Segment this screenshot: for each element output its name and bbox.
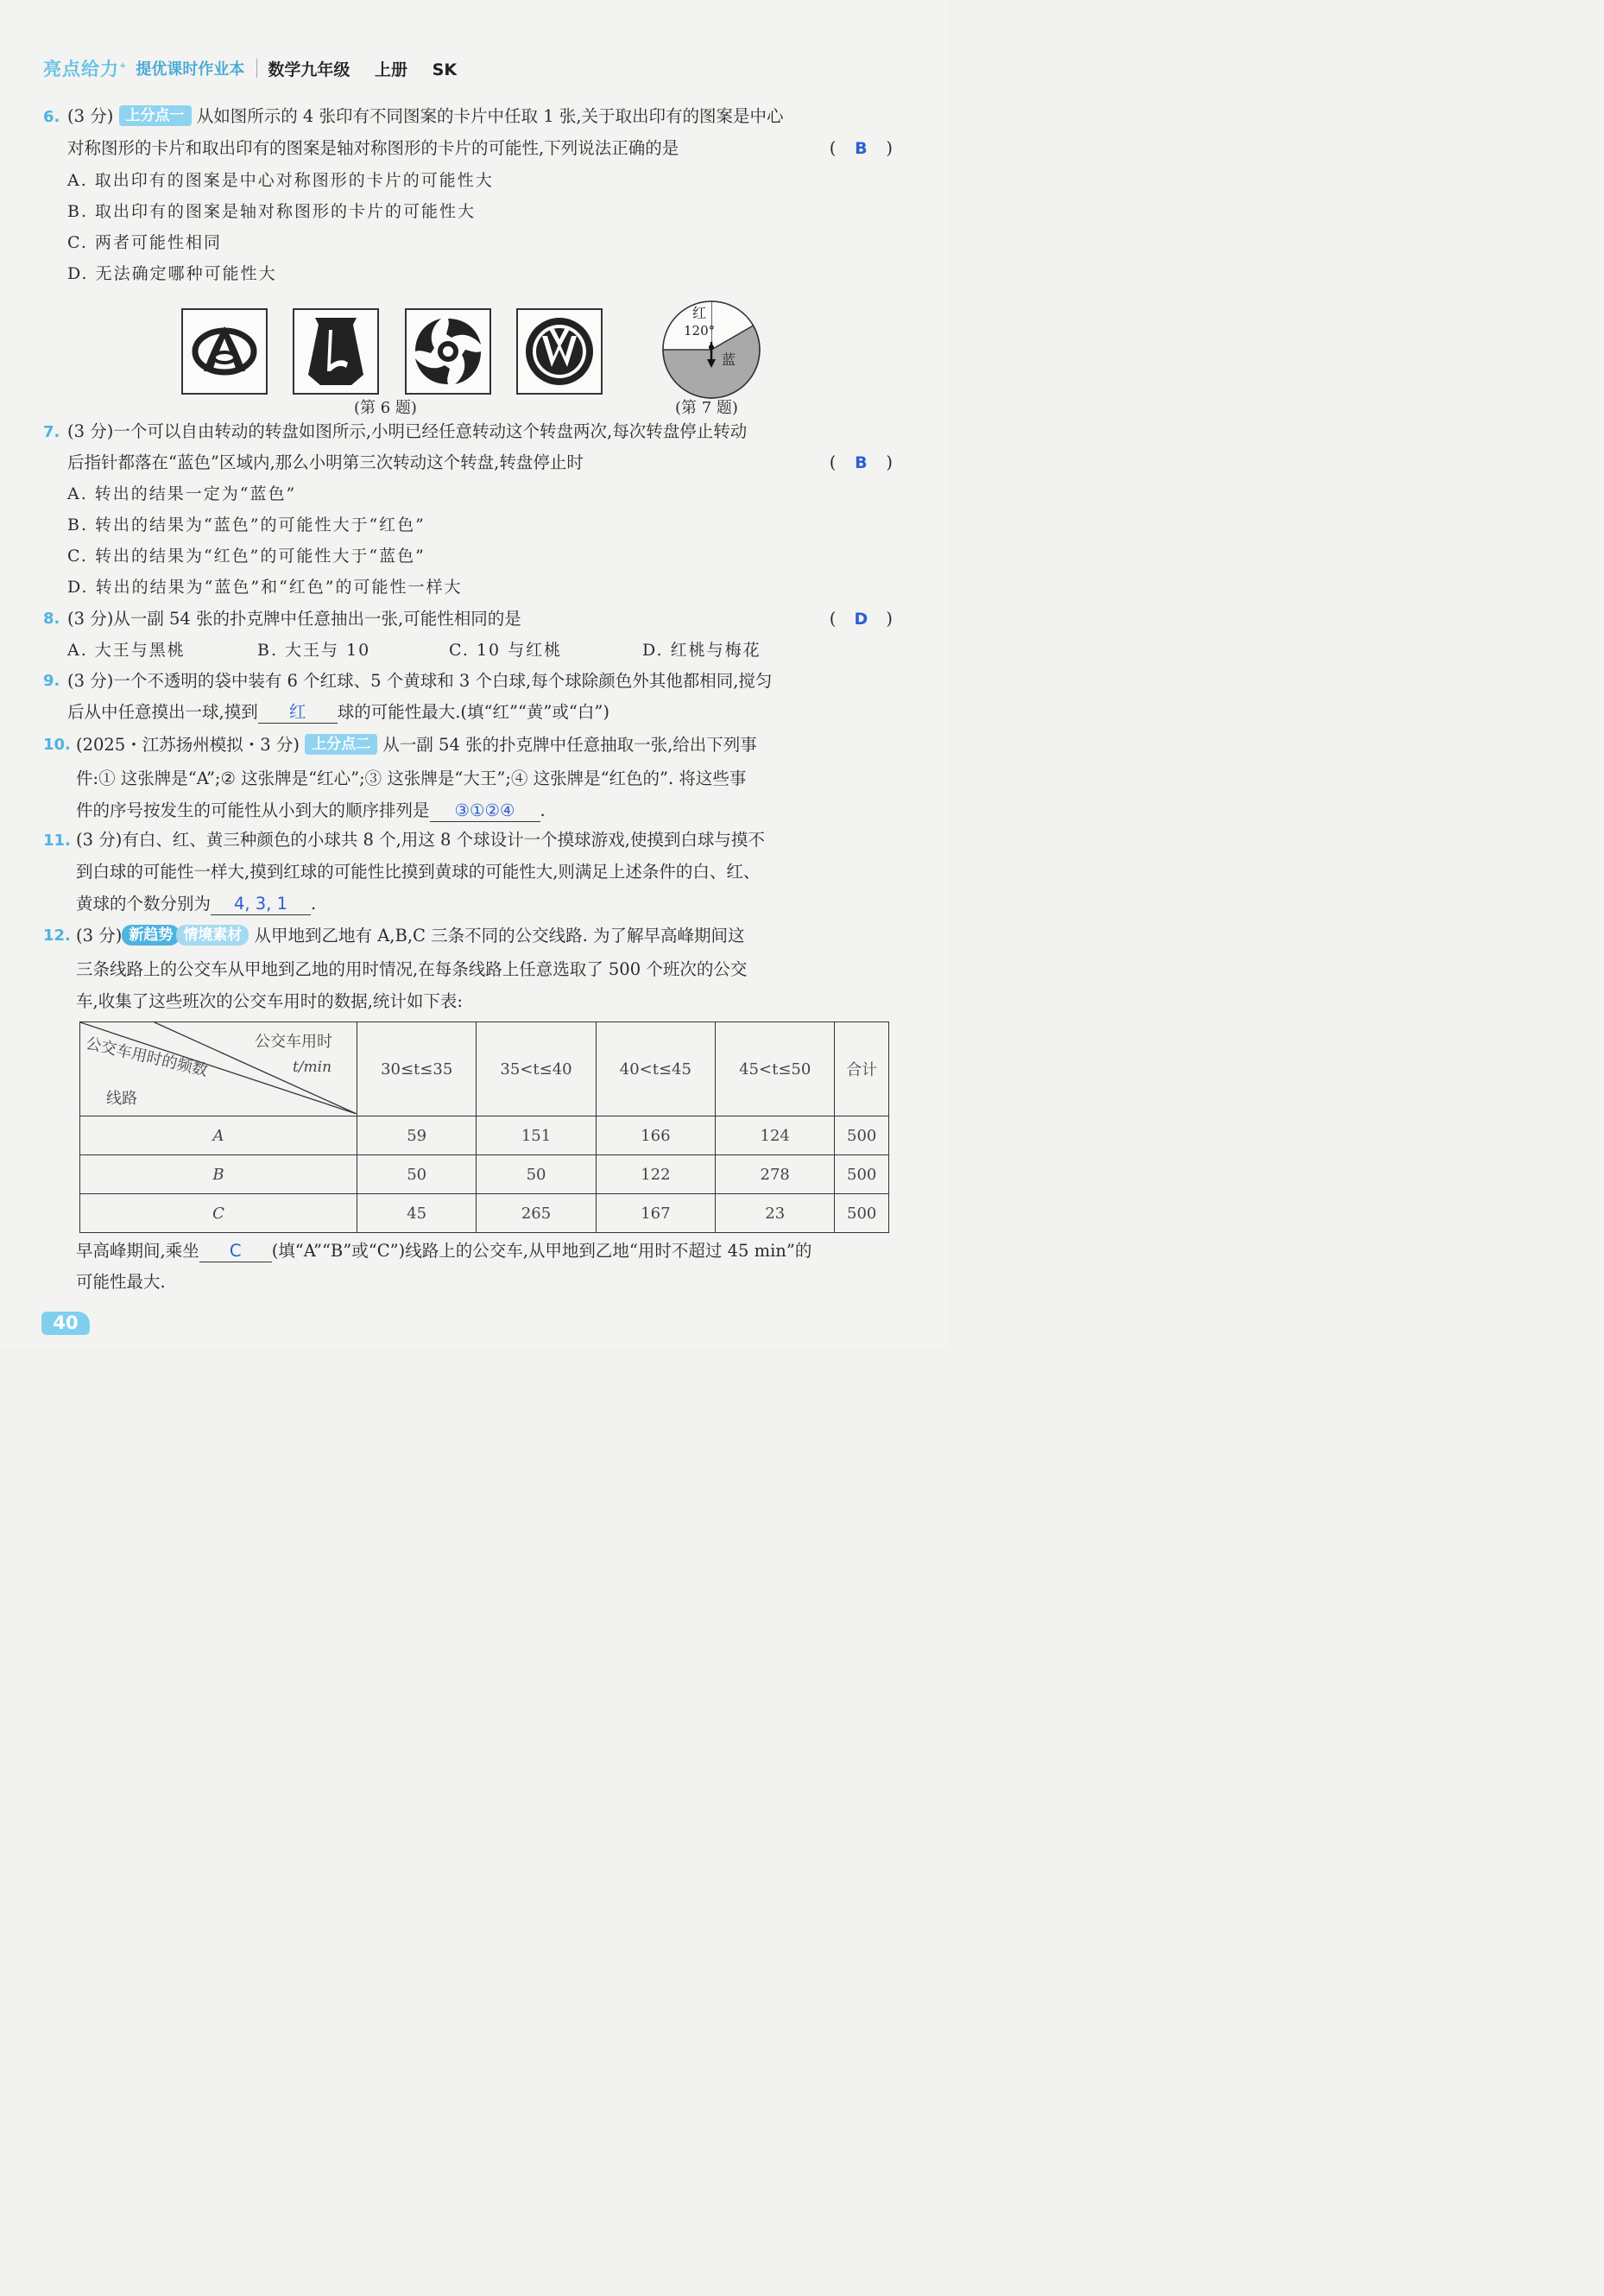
emblem-b-icon <box>303 314 369 389</box>
q8-option-a: A. 大王与黑桃 <box>67 641 186 660</box>
q6-text1: 从如图所示的 4 张印有不同图案的卡片中任取 1 张,关于取出印有的图案是中心 <box>196 106 784 126</box>
q12-after-line2: 可能性最大. <box>76 1272 166 1292</box>
q10-source: (2025・江苏扬州模拟・3 分) <box>76 735 300 755</box>
q8-line1: (3 分)从一副 54 张的扑克牌中任意抽出一张,可能性相同的是 <box>67 609 521 629</box>
line-label: B <box>80 1155 357 1194</box>
subject-label: 数学九年级 <box>268 60 350 79</box>
corner-bottom-label: 线路 <box>106 1090 137 1108</box>
q12-line1 <box>76 923 745 949</box>
header-divider <box>256 59 257 78</box>
table-cell: 50 <box>477 1155 596 1194</box>
q6-option-c: C. 两者可能性相同 <box>67 233 222 252</box>
table-row <box>80 1116 889 1155</box>
table-cell: 124 <box>716 1116 835 1155</box>
q7-number: 7. <box>43 423 60 441</box>
card-emblem-c <box>405 308 491 395</box>
table-cell: 278 <box>716 1155 835 1194</box>
brand-logo: 亮点给力+ <box>43 59 128 79</box>
q7-line2: 后指针都落在“蓝色”区域内,那么小明第三次转动这个转盘,转盘停止时 <box>67 452 584 472</box>
table-cell: 45 <box>357 1194 477 1233</box>
q12-line2: 三条线路上的公交车从甲地到乙地的用时情况,在每条线路上任意选取了 500 个班次的公交 <box>76 959 748 979</box>
spinner-figure <box>660 299 763 401</box>
q10-line2: 件:① 这张牌是“A”;② 这张牌是“红心”;③ 这张牌是“大王”;④ 这张牌是“红色的”. 将这些事 <box>76 768 747 788</box>
q11-text-b: . <box>311 894 317 914</box>
q6-tag: 上分点一 <box>119 105 192 126</box>
q8-option-b: B. 大王与 10 <box>257 641 371 660</box>
table-corner-cell <box>80 1022 357 1116</box>
header-cell: 40<t≤45 <box>596 1022 715 1116</box>
q6-option-b: B. 取出印有的图案是轴对称图形的卡片的可能性大 <box>67 202 477 221</box>
q12-text1: 从甲地到乙地有 A,B,C 三条不同的公交线路. 为了解早高峰期间这 <box>254 926 745 946</box>
q6-answer: B <box>855 139 868 158</box>
line-label: A <box>80 1116 357 1155</box>
q11-line1: (3 分)有白、红、黄三种颜色的小球共 8 个,用这 8 个球设计一个摸球游戏,使摸到白球与摸不 <box>76 830 765 850</box>
table-header-row <box>80 1022 889 1116</box>
card-emblem-d <box>516 308 603 395</box>
q12-tag-trend: 新趋势 <box>122 925 180 946</box>
q12-line3: 车,收集了这些班次的公交车用时的数据,统计如下表: <box>76 991 463 1011</box>
q7-answer-paren: ( B ) <box>830 450 893 476</box>
q6-line2: 对称图形的卡片和取出印有的图案是轴对称图形的卡片的可能性,下列说法正确的是 <box>67 138 679 158</box>
table-row <box>80 1194 889 1233</box>
line-label: C <box>80 1194 357 1233</box>
q7-option-a: A. 转出的结果一定为“蓝色” <box>67 484 297 503</box>
q10-answer-blank: ③①②④ <box>430 800 540 822</box>
q6-answer-paren: ( B ) <box>830 136 893 161</box>
q10-line1 <box>76 732 757 758</box>
corner-unit-label: t/min <box>293 1059 332 1076</box>
q8-number: 8. <box>43 610 60 628</box>
table-cell: 23 <box>716 1194 835 1233</box>
bus-time-table <box>79 1021 889 1233</box>
q9-number: 9. <box>43 672 60 690</box>
q7-option-b: B. 转出的结果为“蓝色”的可能性大于“红色” <box>67 515 426 534</box>
q7-caption: (第 7 题) <box>675 399 738 417</box>
q7-option-d: D. 转出的结果为“蓝色”和“红色”的可能性一样大 <box>67 578 463 597</box>
table-cell: 122 <box>596 1155 715 1194</box>
q11-line2: 到白球的可能性一样大,摸到红球的可能性比摸到黄球的可能性大,则满足上述条件的白、红、 <box>76 862 761 882</box>
corner-top-label: 公交车用时 <box>255 1033 332 1051</box>
page-header <box>43 54 476 83</box>
emblem-a-icon <box>190 321 259 382</box>
table-cell: 166 <box>596 1116 715 1155</box>
q9-answer-blank: 红 <box>258 702 338 724</box>
q9-line1: (3 分)一个不透明的袋中装有 6 个红球、5 个黄球和 3 个白球,每个球除颜色外其他都相同,搅匀 <box>67 671 773 691</box>
header-cell: 35<t≤40 <box>477 1022 596 1116</box>
spinner-angle-label: 120° <box>684 323 716 338</box>
q7-option-c: C. 转出的结果为“红色”的可能性大于“蓝色” <box>67 547 426 566</box>
q10-number: 10. <box>43 736 71 754</box>
edition-label: SK <box>432 60 458 79</box>
header-cell: 45<t≤50 <box>716 1022 835 1116</box>
header-cell: 合计 <box>835 1022 889 1116</box>
card-emblem-a <box>181 308 268 395</box>
q9-text-a: 后从中任意摸出一球,摸到 <box>67 702 258 722</box>
emblem-c-icon <box>412 315 484 388</box>
q8-answer-paren: ( D ) <box>830 606 893 632</box>
q10-text1: 从一副 54 张的扑克牌中任意抽取一张,给出下列事 <box>382 735 757 755</box>
table-cell: 500 <box>835 1194 889 1233</box>
q12-tag-context: 情境素材 <box>176 925 249 946</box>
table-row <box>80 1155 889 1194</box>
table-cell: 500 <box>835 1155 889 1194</box>
q11-text-a: 黄球的个数分别为 <box>76 894 212 914</box>
series-subtitle: 提优课时作业本 <box>136 60 245 79</box>
workbook-page <box>0 0 950 1348</box>
q11-answer-blank: 4, 3, 1 <box>211 894 311 915</box>
q6-score: (3 分) <box>67 106 114 126</box>
book-info <box>268 57 476 80</box>
q11-line3 <box>76 891 316 917</box>
q6-option-a: A. 取出印有的图案是中心对称图形的卡片的可能性大 <box>67 171 494 190</box>
volume-label: 上册 <box>375 60 408 79</box>
spinner-red-label: 红 <box>692 305 707 321</box>
card-emblem-b <box>293 308 379 395</box>
table-cell: 167 <box>596 1194 715 1233</box>
vw-emblem-icon <box>523 315 596 388</box>
q10-line3 <box>76 798 546 824</box>
q7-line1: (3 分)一个可以自由转动的转盘如图所示,小明已经任意转动这个转盘两次,每次转盘停止转动 <box>67 421 748 441</box>
corner-mid-label: 公交车用时的频数 <box>84 1034 210 1080</box>
table-cell: 151 <box>477 1116 596 1155</box>
q6-option-d: D. 无法确定哪种可能性大 <box>67 264 277 283</box>
q6-number: 6. <box>43 108 60 126</box>
q11-number: 11. <box>43 832 71 850</box>
q12-number: 12. <box>43 927 71 945</box>
q9-line2 <box>67 699 609 725</box>
q6-caption: (第 6 题) <box>354 399 417 417</box>
table-cell: 59 <box>357 1116 477 1155</box>
q12-after-line1 <box>76 1238 811 1264</box>
q10-tag: 上分点二 <box>305 734 377 755</box>
q8-option-c: C. 10 与红桃 <box>449 641 563 660</box>
header-cell: 30≤t≤35 <box>357 1022 477 1116</box>
q12-after-text-b: (填“A”“B”或“C”)线路上的公交车,从甲地到乙地“用时不超过 45 min”的 <box>271 1241 812 1261</box>
table-cell: 50 <box>357 1155 477 1194</box>
table-cell: 265 <box>477 1194 596 1233</box>
q12-score: (3 分) <box>76 926 123 946</box>
q9-text-b: 球的可能性最大.(填“红”“黄”或“白”) <box>337 702 609 722</box>
q8-answer: D <box>854 610 868 629</box>
q10-text-a: 件的序号按发生的可能性从小到大的顺序排列是 <box>76 800 430 820</box>
q8-option-d: D. 红桃与梅花 <box>642 641 761 660</box>
q12-answer-blank: C <box>199 1241 272 1262</box>
q12-after-text-a: 早高峰期间,乘坐 <box>76 1241 199 1261</box>
q6-line1 <box>67 104 784 130</box>
spinner-blue-label: 蓝 <box>722 351 736 368</box>
q7-answer: B <box>855 453 868 472</box>
page-number: 40 <box>41 1312 90 1335</box>
q10-text-b: . <box>540 800 546 820</box>
table-cell: 500 <box>835 1116 889 1155</box>
